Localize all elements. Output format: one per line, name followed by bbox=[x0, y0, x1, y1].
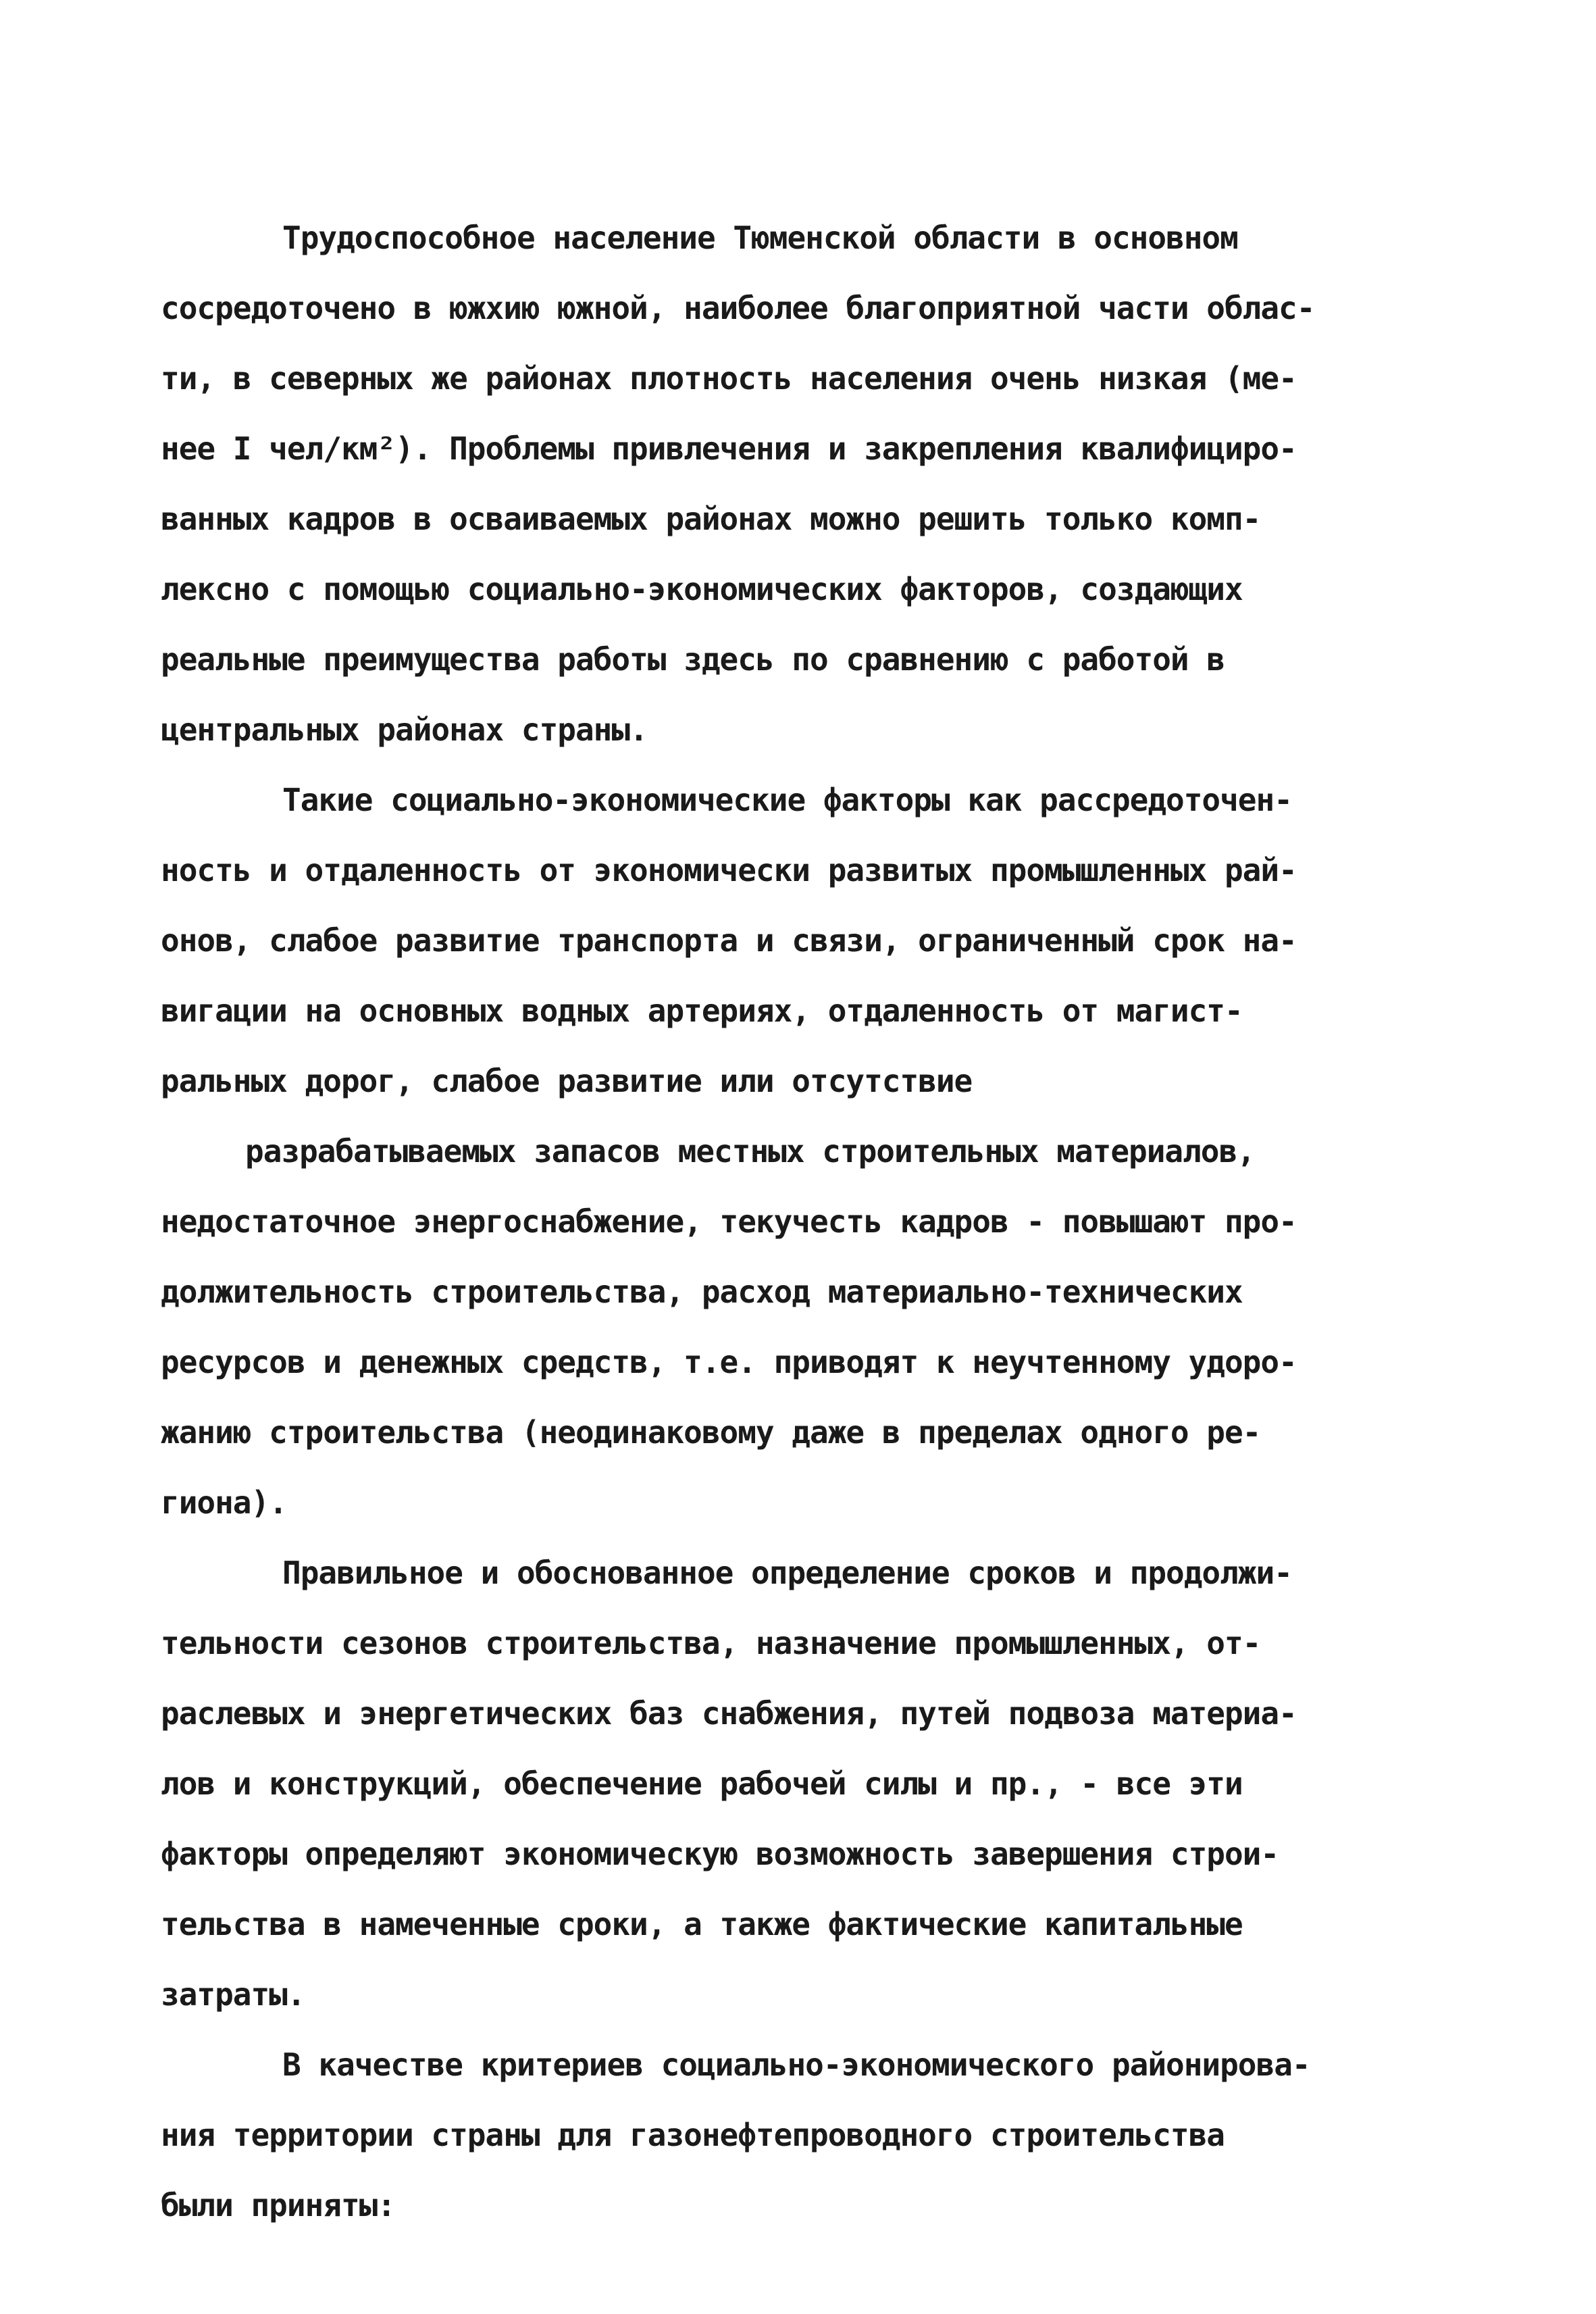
text-line: разрабатываемых запасов местных строительных материалов, bbox=[245, 1133, 1255, 1169]
text-line: Трудоспособное население Тюменской области в основном bbox=[282, 220, 1238, 256]
text-line: раслевых и энергетических баз снабжения, путей подвоза материа- bbox=[161, 1695, 1297, 1732]
text-line: В качестве критериев социально-экономического районирова- bbox=[282, 2046, 1310, 2083]
text-line: онов, слабое развитие транспорта и связи, ограниченный срок на- bbox=[161, 922, 1297, 959]
text-line: лексно с помощью социально-экономических факторов, создающих bbox=[161, 571, 1243, 607]
text-line: ти, в северных же районах плотность населения очень низкая (ме- bbox=[161, 360, 1297, 397]
text-line: ность и отдаленность от экономически развитых промышленных рай- bbox=[161, 852, 1297, 888]
text-line: реальные преимущества работы здесь по сравнению с работой в bbox=[161, 641, 1225, 678]
text-line: тельности сезонов строительства, назначение промышленных, от- bbox=[161, 1625, 1261, 1661]
document-body bbox=[161, 203, 1471, 2240]
text-line: нее I чел/км²). Проблемы привлечения и закрепления квалифициро- bbox=[161, 430, 1297, 467]
text-line: центральных районах страны. bbox=[161, 711, 648, 748]
text-line: недостаточное энергоснабжение, текучесть кадров - повышают про- bbox=[161, 1203, 1297, 1240]
text-line: лов и конструкций, обеспечение рабочей силы и пр., - все эти bbox=[161, 1765, 1243, 1802]
text-line: вигации на основных водных артериях, отдаленность от магист- bbox=[161, 992, 1243, 1029]
text-line: ральных дорог, слабое развитие или отсутствие bbox=[161, 1063, 973, 1099]
text-line: тельства в намеченные сроки, а также фактические капитальные bbox=[161, 1906, 1243, 1942]
text-line: факторы определяют экономическую возможность завершения строи- bbox=[161, 1836, 1279, 1872]
text-line: Правильное и обоснованное определение сроков и продолжи- bbox=[282, 1555, 1292, 1591]
text-line: жанию строительства (неодинаковому даже в пределах одного ре- bbox=[161, 1414, 1261, 1451]
text-line: ния территории страны для газонефтепроводного строительства bbox=[161, 2117, 1225, 2153]
text-line: ресурсов и денежных средств, т.е. приводят к неучтенному удоро- bbox=[161, 1344, 1297, 1380]
text-line: были приняты: bbox=[161, 2187, 396, 2223]
text-line: ванных кадров в осваиваемых районах можно решить только комп- bbox=[161, 501, 1261, 537]
text-line: Такие социально-экономические факторы как рассредоточен- bbox=[282, 782, 1292, 818]
text-line: сосредоточено в южхию южной, наиболее благоприятной части облас- bbox=[161, 290, 1315, 326]
text-line: должительность строительства, расход материально-технических bbox=[161, 1274, 1243, 1310]
text-line: гиона). bbox=[161, 1484, 287, 1521]
text-line: затраты. bbox=[161, 1976, 305, 2013]
